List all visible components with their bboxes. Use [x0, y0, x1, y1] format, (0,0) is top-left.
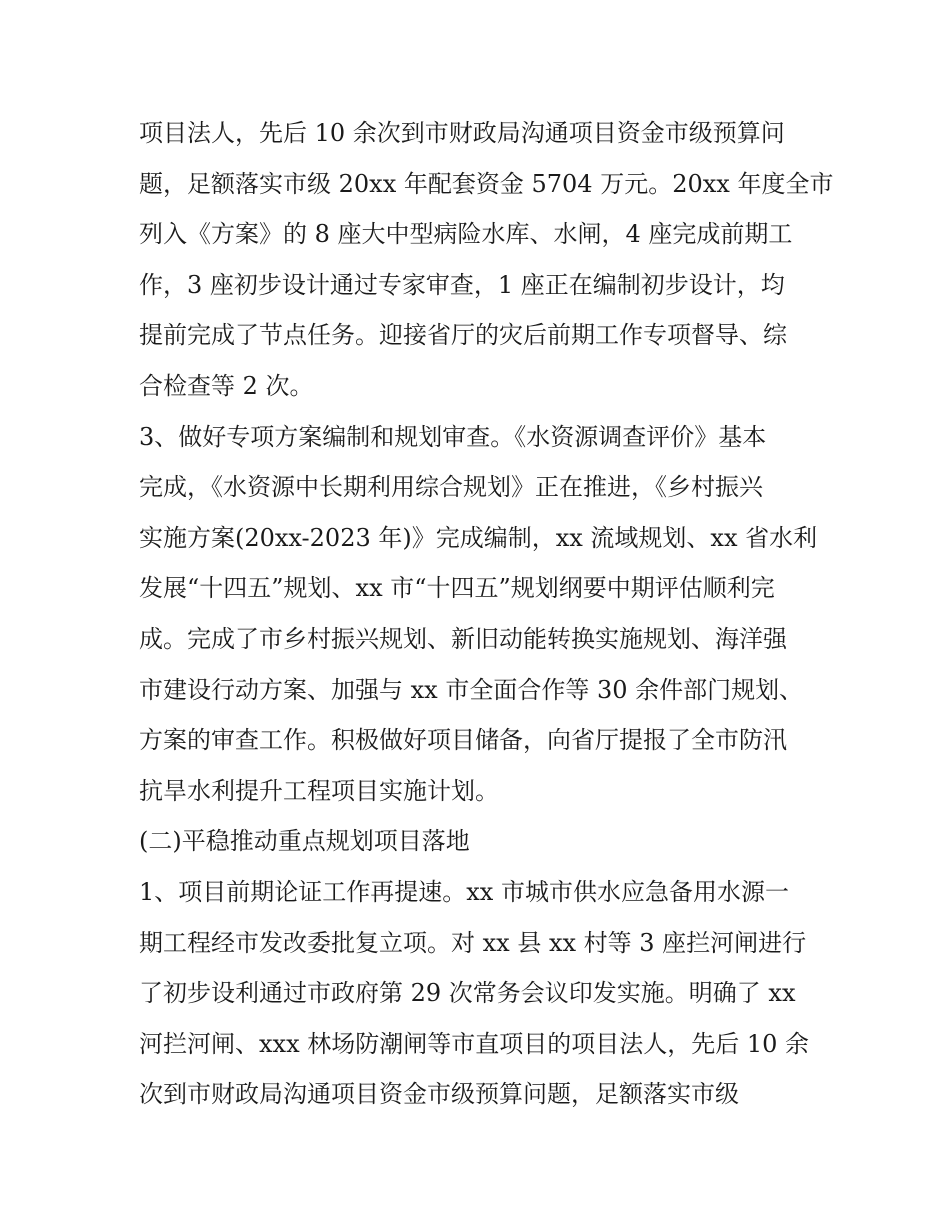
text-line: 发展“十四五”规划、xx 市“十四五”规划纲要中期评估顺利完 — [139, 574, 775, 603]
text-line: 合检查等 2 次。 — [139, 371, 314, 400]
document-body — [139, 108, 834, 1120]
section-heading: (二)平稳推动重点规划项目落地 — [139, 827, 470, 856]
text-line: 抗旱水利提升工程项目实施计划。 — [139, 776, 499, 805]
text-line: 提前完成了节点任务。迎接省厅的灾后前期工作专项督导、综 — [139, 321, 787, 350]
text-line: 次到市财政局沟通项目资金市级预算问题，足额落实市级 — [139, 1080, 739, 1109]
text-line: 了初步设利通过市政府第 29 次常务会议印发实施。明确了 xx — [139, 979, 796, 1008]
text-line: 市建设行动方案、加强与 xx 市全面合作等 30 余件部门规划、 — [139, 675, 804, 704]
text-line: 项目法人，先后 10 余次到市财政局沟通项目资金市级预算问 — [139, 119, 785, 147]
text-line: 期工程经市发改委批复立项。对 xx 县 xx 村等 3 座拦河闸进行 — [139, 928, 807, 957]
text-line: 3、做好专项方案编制和规划审查。《水资源调查评价》基本 — [139, 422, 767, 451]
text-line: 完成，《水资源中长期利用综合规划》正在推进，《乡村振兴 — [139, 473, 763, 502]
text-line: 河拦河闸、xxx 林场防潮闸等市直项目的项目法人，先后 10 余 — [139, 1029, 810, 1058]
text-line: 作，3 座初步设计通过专家审查，1 座正在编制初步设计，均 — [139, 270, 785, 299]
text-line: 列入《方案》的 8 座大中型病险水库、水闸，4 座完成前期工 — [139, 220, 793, 249]
text-line: 方案的审查工作。积极做好项目储备，向省厅提报了全市防汛 — [139, 726, 787, 755]
text-line: 1、项目前期论证工作再提速。xx 市城市供水应急备用水源一 — [139, 877, 789, 906]
text-line: 成。完成了市乡村振兴规划、新旧动能转换实施规划、海洋强 — [139, 624, 787, 653]
text-line: 实施方案(20xx-2023 年)》完成编制，xx 流域规划、xx 省水利 — [139, 523, 818, 552]
text-line: 题，足额落实市级 20xx 年配套资金 5704 万元。20xx 年度全市 — [139, 169, 834, 198]
